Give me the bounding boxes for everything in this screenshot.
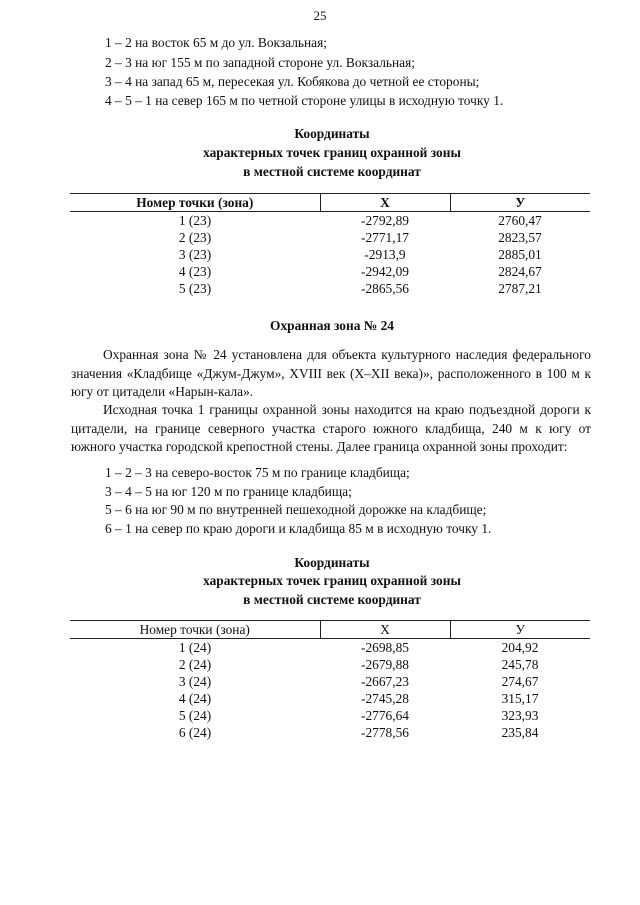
- cell-point: 4 (24): [178, 691, 212, 706]
- route-line: 6 – 1 на север по краю дороги и кладбища 85 м в исходную точку 1.: [105, 521, 492, 536]
- route-line: 4 – 5 – 1 на север 165 м по четной стороне улицы в исходную точку 1.: [105, 93, 504, 108]
- cell-x: -2745,28: [361, 691, 409, 706]
- cell-x: -2778,56: [361, 725, 409, 740]
- table2-title-line1: Координаты: [294, 555, 370, 570]
- cell-y: 2824,67: [498, 264, 542, 279]
- cell-y: 274,67: [501, 674, 539, 689]
- table-row: [70, 724, 590, 741]
- table2-title-line3: в местной системе координат: [243, 592, 421, 607]
- cell-x: -2771,17: [361, 230, 409, 245]
- coordinates-table-23: [70, 193, 590, 297]
- header-point-number: Номер точки (зона): [70, 621, 320, 639]
- table-row: [70, 690, 590, 707]
- cell-y: 2787,21: [498, 281, 542, 296]
- cell-point: 3 (23): [178, 247, 212, 262]
- cell-x: -2698,85: [361, 640, 409, 655]
- cell-x: -2942,09: [361, 264, 409, 279]
- header-point-number: Номер точки (зона): [70, 194, 320, 212]
- cell-point: 5 (24): [178, 708, 212, 723]
- route-line: 3 – 4 на запад 65 м, пересекая ул. Кобякова до четной ее стороны;: [105, 74, 480, 89]
- cell-x: -2667,23: [361, 674, 409, 689]
- header-y: У: [450, 194, 590, 212]
- header-y: У: [450, 621, 590, 639]
- cell-x: -2792,89: [361, 213, 409, 228]
- cell-point: 2 (23): [178, 230, 212, 245]
- cell-y: 245,78: [501, 657, 539, 672]
- cell-y: 235,84: [501, 725, 539, 740]
- cell-y: 2760,47: [498, 213, 542, 228]
- cell-point: 4 (23): [178, 264, 212, 279]
- cell-point: 2 (24): [178, 657, 212, 672]
- cell-point: 1 (23): [178, 213, 212, 228]
- cell-y: 2823,57: [498, 230, 542, 245]
- cell-y: 323,93: [501, 708, 539, 723]
- cell-x: -2865,56: [361, 281, 409, 296]
- table2-title-line2: характерных точек границ охранной зоны: [203, 573, 461, 588]
- table-row: [70, 707, 590, 724]
- coordinates-table-24: [70, 620, 590, 741]
- table1-title-line1: Координаты: [294, 126, 370, 141]
- table1-title-line3: в местной системе координат: [243, 164, 421, 179]
- cell-x: -2913,9: [364, 247, 406, 262]
- cell-point: 5 (23): [178, 281, 212, 296]
- cell-x: -2679,88: [361, 657, 409, 672]
- route-line: 2 – 3 на юг 155 м по западной стороне ул. Вокзальная;: [105, 55, 415, 70]
- zone-24-paragraph-1: Охранная зона № 24 установлена для объекта культурного наследия федерального значения «Кладбище «Джум-Джум», XVIII век (X–XII века)», расположенного в 100 м к югу от цитадели «Нарын-кала».: [71, 347, 591, 399]
- table-row: [70, 280, 590, 297]
- cell-point: 1 (24): [178, 640, 212, 655]
- header-x: X: [320, 194, 450, 212]
- table-row: [70, 656, 590, 673]
- cell-y: 315,17: [501, 691, 539, 706]
- cell-point: 6 (24): [178, 725, 212, 740]
- table-row: [70, 639, 590, 657]
- table-row: [70, 246, 590, 263]
- cell-y: 204,92: [501, 640, 539, 655]
- route-line: 3 – 4 – 5 на юг 120 м по границе кладбища;: [105, 484, 352, 499]
- route-line: 5 – 6 на юг 90 м по внутренней пешеходной дорожке на кладбище;: [105, 502, 487, 517]
- table-row: [70, 229, 590, 246]
- cell-y: 2885,01: [498, 247, 542, 262]
- cell-x: -2776,64: [361, 708, 409, 723]
- table-row: [70, 212, 590, 230]
- table-header-row: [70, 194, 590, 212]
- table-row: [70, 263, 590, 280]
- route-line: 1 – 2 на восток 65 м до ул. Вокзальная;: [105, 35, 327, 50]
- zone-24-paragraph-2: Исходная точка 1 границы охранной зоны находится на краю подъездной дороги к цитадели, на границе северного участка старого южного кладбища, 240 м к югу от южного участка городской крепостной стены. Далее граница охранной зоны проходит:: [71, 402, 591, 454]
- table1-title-line2: характерных точек границ охранной зоны: [203, 145, 461, 160]
- cell-point: 3 (24): [178, 674, 212, 689]
- route-line: 1 – 2 – 3 на северо-восток 75 м по границе кладбища;: [105, 465, 410, 480]
- table-header-row: [70, 621, 590, 639]
- page-number: 25: [313, 8, 327, 23]
- header-x: X: [320, 621, 450, 639]
- zone-24-heading: Охранная зона № 24: [270, 318, 394, 333]
- table-row: [70, 673, 590, 690]
